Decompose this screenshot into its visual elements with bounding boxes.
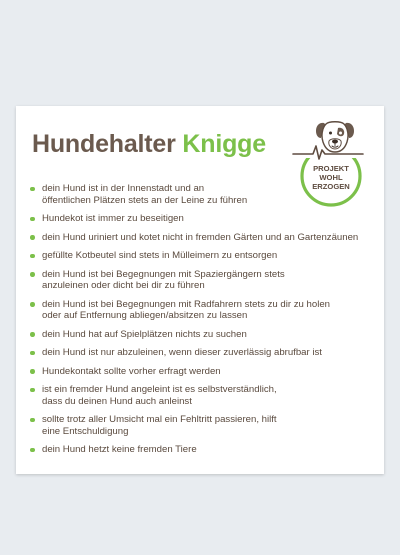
list-item	[26, 299, 376, 322]
bullet-icon	[30, 217, 35, 222]
list-item-text: anzuleinen oder dicht bei dir zu führen	[42, 280, 205, 291]
list-item-text: sollte trotz aller Umsicht mal ein Fehltritt passieren, hilft	[42, 414, 277, 425]
list-item-text: Hundekontakt sollte vorher erfragt werden	[42, 365, 221, 377]
list-item-text: dein Hund hetzt keine fremden Tiere	[42, 444, 197, 455]
list-item	[26, 384, 376, 407]
logo-text-projekt: PROJEKT	[313, 164, 349, 173]
page-title	[32, 132, 266, 157]
title-word-knigge: Knigge	[182, 130, 266, 158]
logo-text-erzogen: ERZOGEN	[312, 182, 350, 191]
list-item-text: dein Hund ist bei Begegnungen mit Spaziergängern stets	[42, 268, 285, 280]
list-item	[26, 250, 376, 262]
bullet-icon	[30, 448, 35, 453]
list-item	[26, 232, 376, 244]
list-item-text: öffentlichen Plätzen stets an der Leine zu führen	[42, 194, 248, 206]
list-item-text: oder auf Entfernung abliegen/absitzen zu lassen	[42, 310, 248, 321]
bullet-icon	[30, 369, 35, 374]
list-item-text: dein Hund ist nur abzuleinen, wenn dieser zuverlässig abrufbar ist	[42, 347, 322, 358]
list-item-text: Hundekot ist immer zu beseitigen	[42, 213, 184, 224]
knigge-card	[16, 106, 384, 474]
bullet-icon	[30, 235, 35, 240]
list-item-text: dein Hund hat auf Spielplätzen nichts zu suchen	[42, 328, 247, 340]
list-item	[26, 366, 376, 378]
list-item-text: dein Hund ist bei Begegnungen mit Radfahrern stets zu dir zu holen	[42, 298, 330, 310]
list-item	[26, 329, 376, 341]
rules-list	[26, 183, 376, 463]
list-item-text: eine Entschuldigung	[42, 425, 129, 437]
bullet-icon	[30, 187, 35, 192]
bullet-icon	[30, 302, 35, 307]
logo-text-wohl: WOHL	[319, 173, 343, 182]
list-item	[26, 269, 376, 292]
list-item	[26, 183, 376, 206]
list-item-text: gefüllte Kotbeutel sind stets in Mülleimern zu entsorgen	[42, 250, 278, 261]
list-item-text: ist ein fremder Hund angeleint ist es selbstverständlich,	[42, 384, 277, 395]
list-item-text: dass du deinen Hund auch anleinst	[42, 395, 192, 407]
bullet-icon	[30, 418, 35, 423]
list-item-text: dein Hund uriniert und kotet nicht in fremden Gärten und an Gartenzäunen	[42, 231, 359, 243]
list-item	[26, 414, 376, 437]
list-item	[26, 444, 376, 456]
list-item-text: dein Hund ist in der Innenstadt und an	[42, 183, 205, 194]
list-item	[26, 213, 376, 225]
bullet-icon	[30, 254, 35, 259]
bullet-icon	[30, 332, 35, 337]
bullet-icon	[30, 388, 35, 393]
title-word-hundehalter: Hundehalter	[32, 130, 176, 158]
list-item	[26, 347, 376, 359]
bullet-icon	[30, 272, 35, 277]
bullet-icon	[30, 351, 35, 356]
